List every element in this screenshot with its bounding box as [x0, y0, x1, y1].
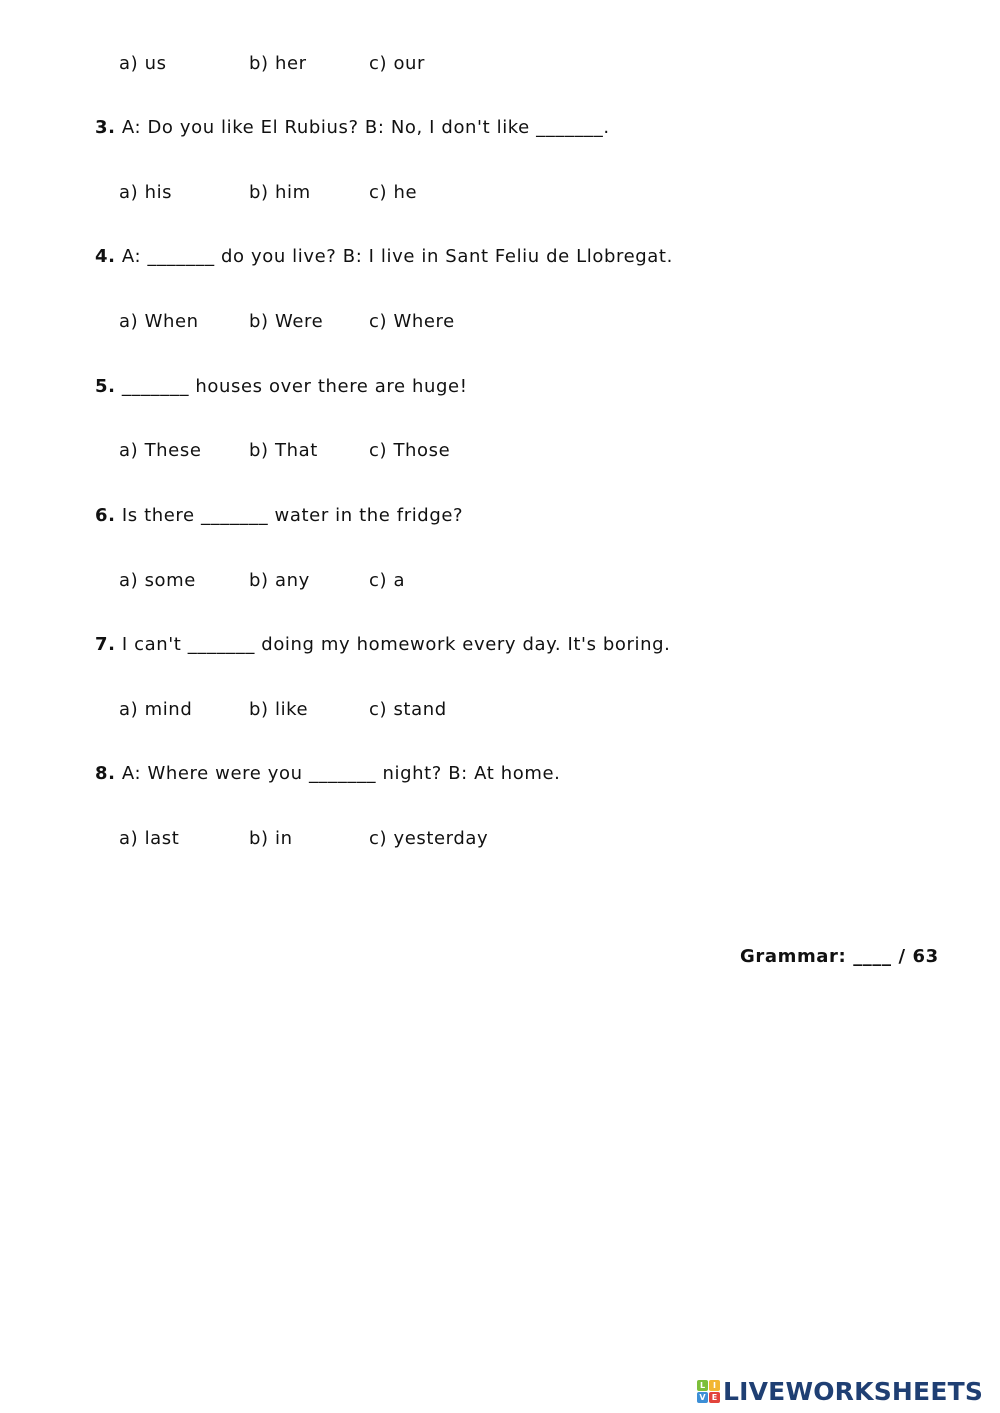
question-number: 3.	[95, 117, 116, 138]
option-a[interactable]: a) last	[119, 828, 180, 849]
question-text: _______ houses over there are huge!	[115, 376, 468, 397]
option-a[interactable]: a) his	[119, 182, 173, 203]
grammar-score: Grammar: ____ / 63	[740, 946, 939, 967]
tile-i: I	[709, 1380, 720, 1391]
option-c[interactable]: c) a	[369, 570, 406, 591]
question-number: 6.	[95, 505, 116, 526]
option-b[interactable]: b) like	[249, 699, 309, 720]
option-b[interactable]: b) any	[249, 570, 310, 591]
tile-l: L	[697, 1380, 708, 1391]
question-number: 4.	[95, 246, 116, 267]
question-text: A: Where were you _______ night? B: At home.	[115, 763, 561, 784]
option-a[interactable]: a) These	[119, 440, 202, 461]
tile-v: V	[697, 1392, 708, 1403]
live-tiles-icon	[697, 1380, 720, 1403]
option-a[interactable]: a) mind	[119, 699, 193, 720]
logo-text: LIVEWORKSHEETS	[723, 1377, 984, 1406]
option-a[interactable]: a) some	[119, 570, 196, 591]
tile-e: E	[709, 1392, 720, 1403]
option-b[interactable]: b) That	[249, 440, 318, 461]
option-c[interactable]: c) Where	[369, 311, 455, 332]
question-text: A: Do you like El Rubius? B: No, I don't like _______.	[115, 117, 610, 138]
liveworksheets-logo	[697, 1377, 983, 1406]
question-text: Is there _______ water in the fridge?	[115, 505, 464, 526]
option-b[interactable]: b) Were	[249, 311, 324, 332]
option-c[interactable]: c) Those	[369, 440, 451, 461]
option-c[interactable]: c) he	[369, 182, 418, 203]
question-number: 8.	[95, 763, 116, 784]
option-a[interactable]: a) us	[119, 53, 167, 74]
question-5	[95, 376, 468, 398]
question-8	[95, 763, 561, 785]
option-c[interactable]: c) our	[369, 53, 426, 74]
question-3	[95, 117, 610, 139]
question-number: 7.	[95, 634, 116, 655]
option-b[interactable]: b) in	[249, 828, 293, 849]
question-4	[95, 246, 673, 268]
question-7	[95, 634, 670, 656]
question-text: I can't _______ doing my homework every day. It's boring.	[115, 634, 671, 655]
option-b[interactable]: b) her	[249, 53, 307, 74]
option-c[interactable]: c) yesterday	[369, 828, 489, 849]
question-6	[95, 505, 463, 527]
option-c[interactable]: c) stand	[369, 699, 447, 720]
question-number: 5.	[95, 376, 116, 397]
option-b[interactable]: b) him	[249, 182, 311, 203]
option-a[interactable]: a) When	[119, 311, 199, 332]
question-text: A: _______ do you live? B: I live in Sant Feliu de Llobregat.	[115, 246, 673, 267]
